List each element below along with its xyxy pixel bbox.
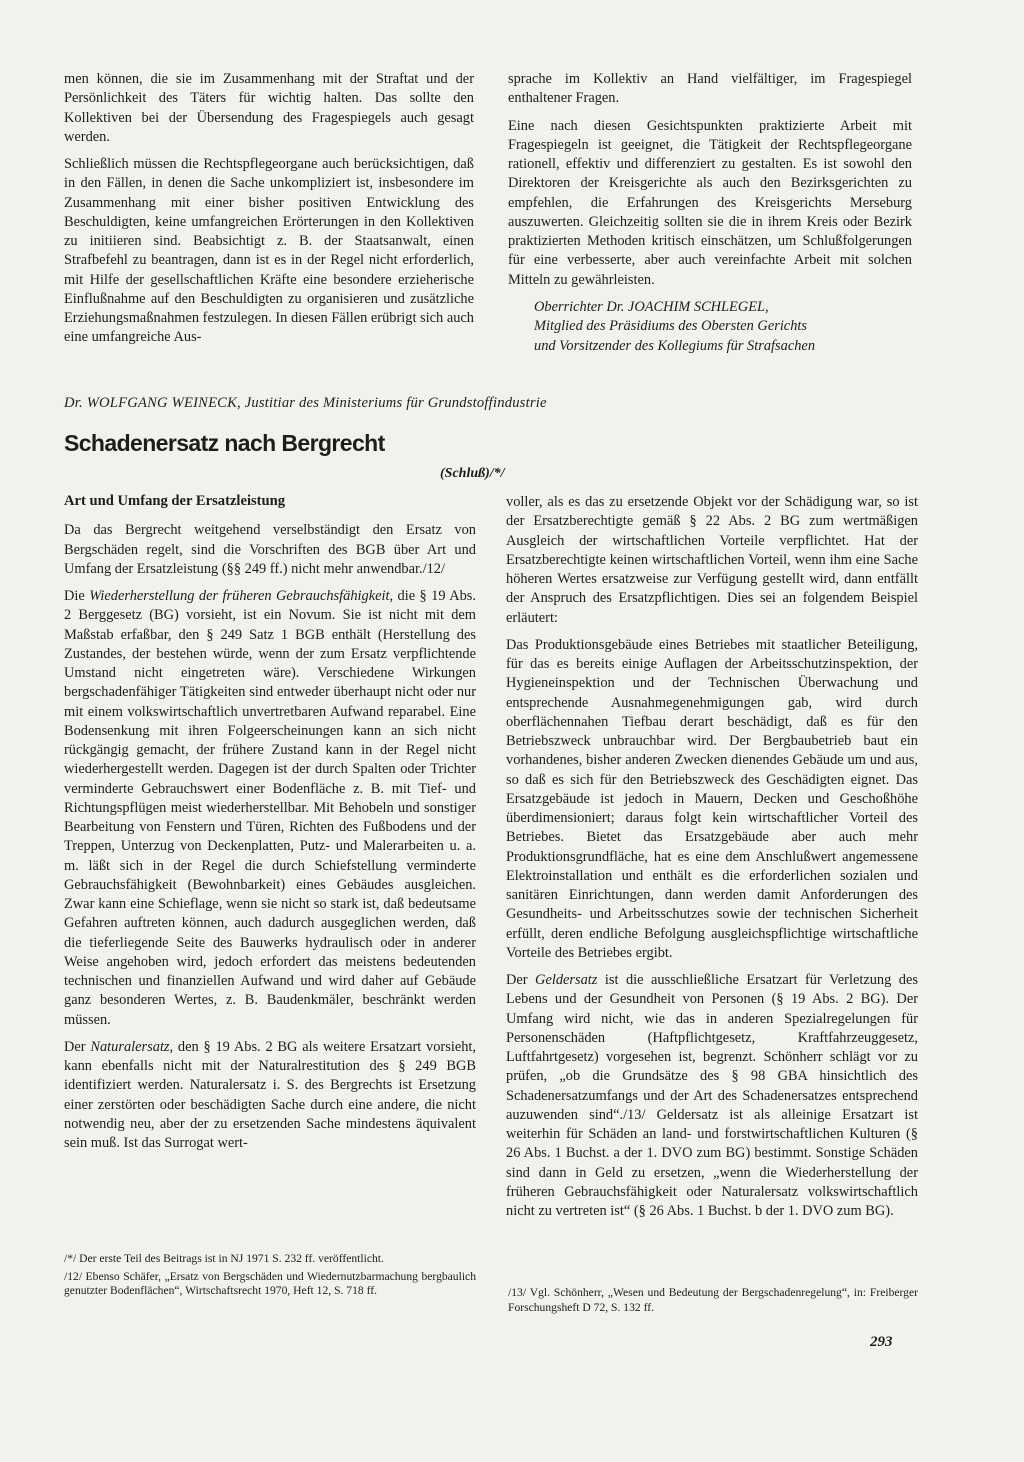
article-byline: Dr. WOLFGANG WEINECK, Justitiar des Ministeriums für Grundstoffindustrie <box>64 395 547 411</box>
text-run: Der <box>64 1038 91 1055</box>
text-run: Die <box>64 588 90 604</box>
signature-line: Oberrichter Dr. JOACHIM SCHLEGEL, <box>534 298 769 315</box>
emphasis: Geldersatz <box>535 972 598 988</box>
text-run: , den § 19 Abs. 2 BG als weitere Ersatzart vorsieht, kann ebenfalls nicht mit der Naturalrestitution des § 249 BGB identifiziert werden. Naturalersatz i. S. des Bergrechts ist Ersetzung einer zerstörten oder beschädigten Sache durch eine andere, die nicht notwendig neu, aber der zu ersetzenden Sache mindestens äquivalent sein muß. Ist das Surrogat wert- <box>64 1038 477 1151</box>
text-run: ist die ausschließliche Ersatzart für Verletzung des Lebens und der Gesundheit von Personen (§ 19 Abs. 2 BG). Der Umfang wird nicht, wie das in anderen Spezialregelungen für Personenschäden (Haftpflichtgesetz, Kraftfahrzeuggesetz, Luftfahrtgesetz) vorgesehen ist, begrenzt. Schönherr schlägt vor zu prüfen, „ob die Grundsätze des § 98 GBA hinsichtlich des Schadenersatzumfangs und der Art des Schadenersatzes entsprechend auzuwenden sind“./13/ Geldersatz ist als alleinige Ersatzart ist weiterhin für Schäden an land- und forstwirtschaftlichen Kulturen (§ 26 Abs. 1 Buchst. a der 1. DVO zum BG) bestimmt. Sonstige Schäden sind dann in Geld zu ersetzen, „wenn die Wiederherstellung der früheren Gebrauchsfähigkeit oder Naturalersatz volkswirtschaftlich nicht zu vertreten ist“ (§ 26 Abs. 1 Buchst. b der 1. DVO zum BG). <box>506 972 918 1219</box>
bottom-left-column <box>64 492 476 1161</box>
footnotes-right <box>508 1286 918 1318</box>
paragraph <box>64 1038 476 1154</box>
signature-line: und Vorsitzender des Kollegiums für Strafsachen <box>534 337 816 354</box>
article-title: Schadenersatz nach Bergrecht <box>64 430 385 456</box>
text-run: Der <box>506 972 536 988</box>
paragraph: voller, als es das zu ersetzende Objekt vor der Schädigung war, so ist der Ersatzberechtigte gemäß § 22 Abs. 2 BG zum wertmäßigen Ausgleich der wirtschaftlichen Vorteile verpflichtet. Hat der Ersatzberechtigte keinen wirtschaftlichen Vorteil, wenn ihm eine Sache höheren Wertes ersatzweise zur Verfügung gestellt wird, dann entfällt der Anspruch des Ersatzpflichtigen. Dies sei an folgendem Beispiel erläutert: <box>506 494 918 626</box>
paragraph: sprache im Kollektiv an Hand vielfältiger, im Fragespiegel enthaltener Fragen. <box>508 71 912 107</box>
paragraph: Eine nach diesen Gesichtspunkten praktizierte Arbeit mit Fragespiegeln ist geeignet, die Tätigkeit der Rechtspflegeorgane rationell, effektiv und differenziert zu gestalten. Es ist sowohl den Direktoren der Kreisgerichte als auch den Bezirksgerichten zu empfehlen, die Erfahrungen des Kreisgerichts Merseburg auszuwerten. Gleichzeitig sollten sie die in ihrem Kreis oder Bezirk praktizierten Methoden kritisch einschätzen, um Schlußfolgerungen für eine verbesserte, aber auch vereinfachte Arbeit mit solchen Mitteln zu gewährleisten. <box>508 117 912 288</box>
paragraph <box>64 587 476 1030</box>
footnote: /12/ Ebenso Schäfer, „Ersatz von Bergschäden und Wiedernutzbarmachung bergbaulich genutzter Bodenflächen“, Wirtschaftsrecht 1970, Heft 12, S. 718 ff. <box>64 1269 476 1298</box>
footnote: /*/ Der erste Teil des Beitrags ist in NJ 1971 S. 232 ff. veröffentlicht. <box>64 1252 384 1265</box>
emphasis: Wiederherstellung der früheren Gebrauchsfähigkeit <box>89 588 390 604</box>
paragraph: men können, die sie im Zusammenhang mit der Straftat und der Persönlichkeit des Täters für wichtig halten. Das sollte den Kollektiven bei der Übersendung des Fragespiegels auch gesagt werden. <box>64 71 474 145</box>
author-signature <box>508 298 912 357</box>
signature-line: Mitglied des Präsidiums des Obersten Gerichts <box>534 318 807 335</box>
top-right-column <box>508 70 912 356</box>
paragraph: Schließlich müssen die Rechtspflegeorgane auch berücksichtigen, daß in den Fällen, in denen die Sache unkompliziert ist, insbesondere im Zusammenhang mit einer bisher positiven Entwicklung des Beschuldigten, keine umfangreichen Erörterungen in den Kollektiven zu initiieren sind. Beabsichtigt z. B. der Staatsanwalt, einen Strafbefehl zu beantragen, dann ist es in der Regel nicht erforderlich, mit Hilfe der gesellschaftlichen Kräfte eine besondere erzieherische Einflußnahme auf den Beschuldigten zu organisieren und zusätzliche Erziehungsmaßnahmen festzulegen. In diesen Fällen erübrigt sich auch eine umfangreiche Aus- <box>64 156 474 346</box>
bottom-right-column <box>506 493 918 1229</box>
paragraph: Da das Bergrecht weitgehend verselbständigt den Ersatz von Bergschäden regelt, sind die Vorschriften des BGB über Art und Umfang der Ersatzleistung (§§ 249 ff.) nicht mehr anwendbar./12/ <box>64 522 476 577</box>
paragraph: Das Produktionsgebäude eines Betriebes mit staatlicher Beteiligung, für das es bereits einige Auflagen der Arbeitsschutzinspektion, der Hygieneinspektion und der Technischen Überwachung und entsprechende Ausnahmegenehmigungen gab, wird durch oberflächennahen Tiefbau derart beschädigt, daß es für den Betriebszweck unbrauchbar wird. Der Bergbaubetrieb baut ein vorhandenes, bisher anderen Zwecken dienendes Gebäude um und aus, so daß es sich für den Betriebszweck des Geschädigten eignet. Das Ersatzgebäude ist jedoch in Mauern, Decken und Geschoßhöhe überdimensioniert; daraus folgt kein wirtschaftlicher Vorteil des Betriebes. Bietet das Ersatzgebäude aber auch mehr Produktionsgrundfläche, hat es eine dem Anschlußwert angemessene Elektroinstallation und enthält es die erforderlichen sozialen und sanitären Einrichtungen, dann werden damit Anforderungen des Gesundheits- und Arbeitsschutzes sowie der technischen Sicherheit erfüllt, deren endliche Befolgung ausgleichspflichtige wirtschaftliche Vorteile des Betriebes ergibt. <box>506 636 918 961</box>
emphasis: Naturalersatz <box>90 1038 170 1055</box>
top-left-column <box>64 70 474 356</box>
footnotes-left <box>64 1252 476 1302</box>
paragraph <box>506 971 918 1221</box>
continuation-note: (Schluß)/*/ <box>440 466 505 481</box>
text-run: , die § 19 Abs. 2 Berggesetz (BG) vorsieht, ist ein Novum. Sie ist nicht mit dem Maßstab erfaßbar, den § 249 Satz 1 BGB enthält (Herstellung des Zustandes, der bestehen würde, wenn der zum Ersatz verpflichtende Umstand nicht eingetreten wäre). Verschiedene Wirkungen bergschadenfähiger Tätigkeiten sind entweder überhaupt nicht oder nur mit einem volkswirtschaftlich unvertretbaren Aufwand reparabel. Eine Bodensenkung mit ihren Folgeerscheinungen kann an sich nicht rückgängig gemacht, der frühere Zustand kann in der Regel nicht wiederhergestellt werden. Dagegen ist der durch Spalten oder Trichter verminderte Gebrauchswert einer Bodenfläche z. B. mit Tief- und Richtungspflügen meist wiederherstellbar. Mit Behobeln und sonstiger Bearbeitung von Fenstern und Türen, Richten des Fußbodens und der Treppen, Unterzug von Deckenplatten, Putz- und Malerarbeiten u. a. m. läßt sich in der Regel die durch Schiefstellung verminderte Gebrauchsfähigkeit (Bewohnbarkeit) eines Gebäudes ausgleichen. Zwar kann eine Schieflage, wenn sie nicht so stark ist, daß bedeutsame Gefahren auftreten können, auch dadurch ausgeglichen werden, daß die tieferliegende Seite des Bauwerks hydraulisch oder in anderer Weise angehoben wird, jedoch erfordert das meistens bedeutenden technischen und finanziellen Aufwand und wird daher auf Gebäude ganz besonderen Wertes, z. B. Baudenkmäler, beschränkt werden müssen. <box>64 588 476 1028</box>
section-heading: Art und Umfang der Ersatzleistung <box>64 493 286 509</box>
footnote: /13/ Vgl. Schönherr, „Wesen und Bedeutung der Bergschadenregelung“, in: Freiberger Forschungsheft D 72, S. 132 ff. <box>508 1286 918 1314</box>
page-number: 293 <box>870 1334 893 1350</box>
